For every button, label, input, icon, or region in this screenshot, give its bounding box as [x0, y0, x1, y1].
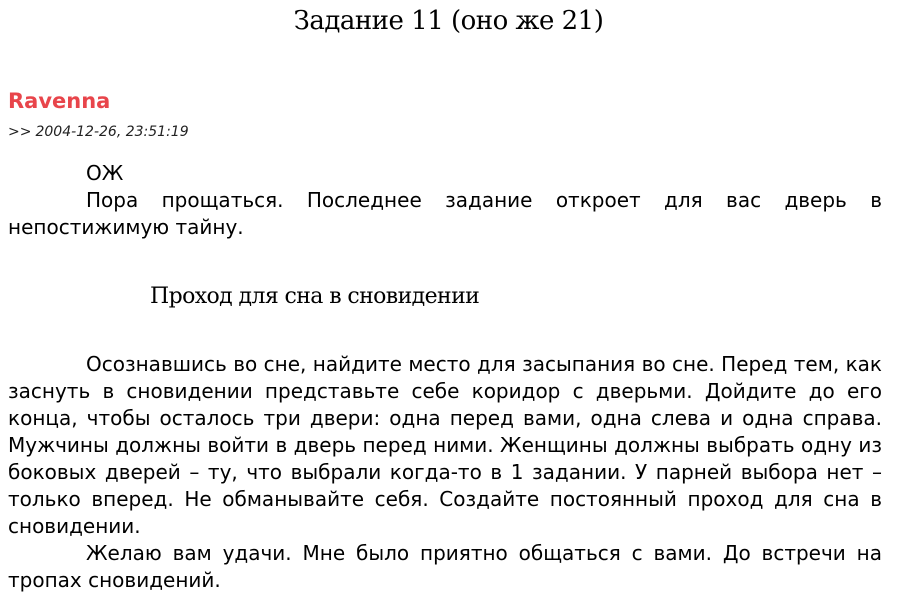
intro-paragraph: Пора прощаться. Последнее задание откроет для вас дверь в непостижимую тайну. [8, 188, 882, 239]
section-heading: Проход для сна в сновидении [150, 284, 480, 309]
intro-paragraph: ОЖ [86, 161, 124, 185]
page-title: Задание 11 (оно же 21) [293, 6, 604, 36]
intro-text [8, 160, 882, 241]
post-timestamp: 2004-12-26, 23:51:19 [35, 124, 189, 140]
body-paragraph: Осознавшись во сне, найдите место для засыпания во сне. Перед тем, как заснуть в сновидении представьте себе коридор с дверьми. Дойдите до его конца, чтобы осталось три двери: одна перед вами, одна слева и одна справа. Мужчины должны войти в дверь перед ними. Женщины должны выбрать одну из боковых дверей – ту, что выбрали когда-то в 1 задании. У парней выбора нет – только вперед. Не обманывайте себя. Создайте постоянный проход для сна в сновидении. [8, 352, 882, 538]
meta-prefix: >> [8, 124, 32, 140]
body-paragraph: Желаю вам удачи. Мне было приятно общаться с вами. До встречи на тропах сновидений. [8, 541, 882, 592]
body-text [8, 351, 882, 594]
post-meta [8, 124, 189, 140]
post-author: Ravenna [8, 89, 111, 113]
